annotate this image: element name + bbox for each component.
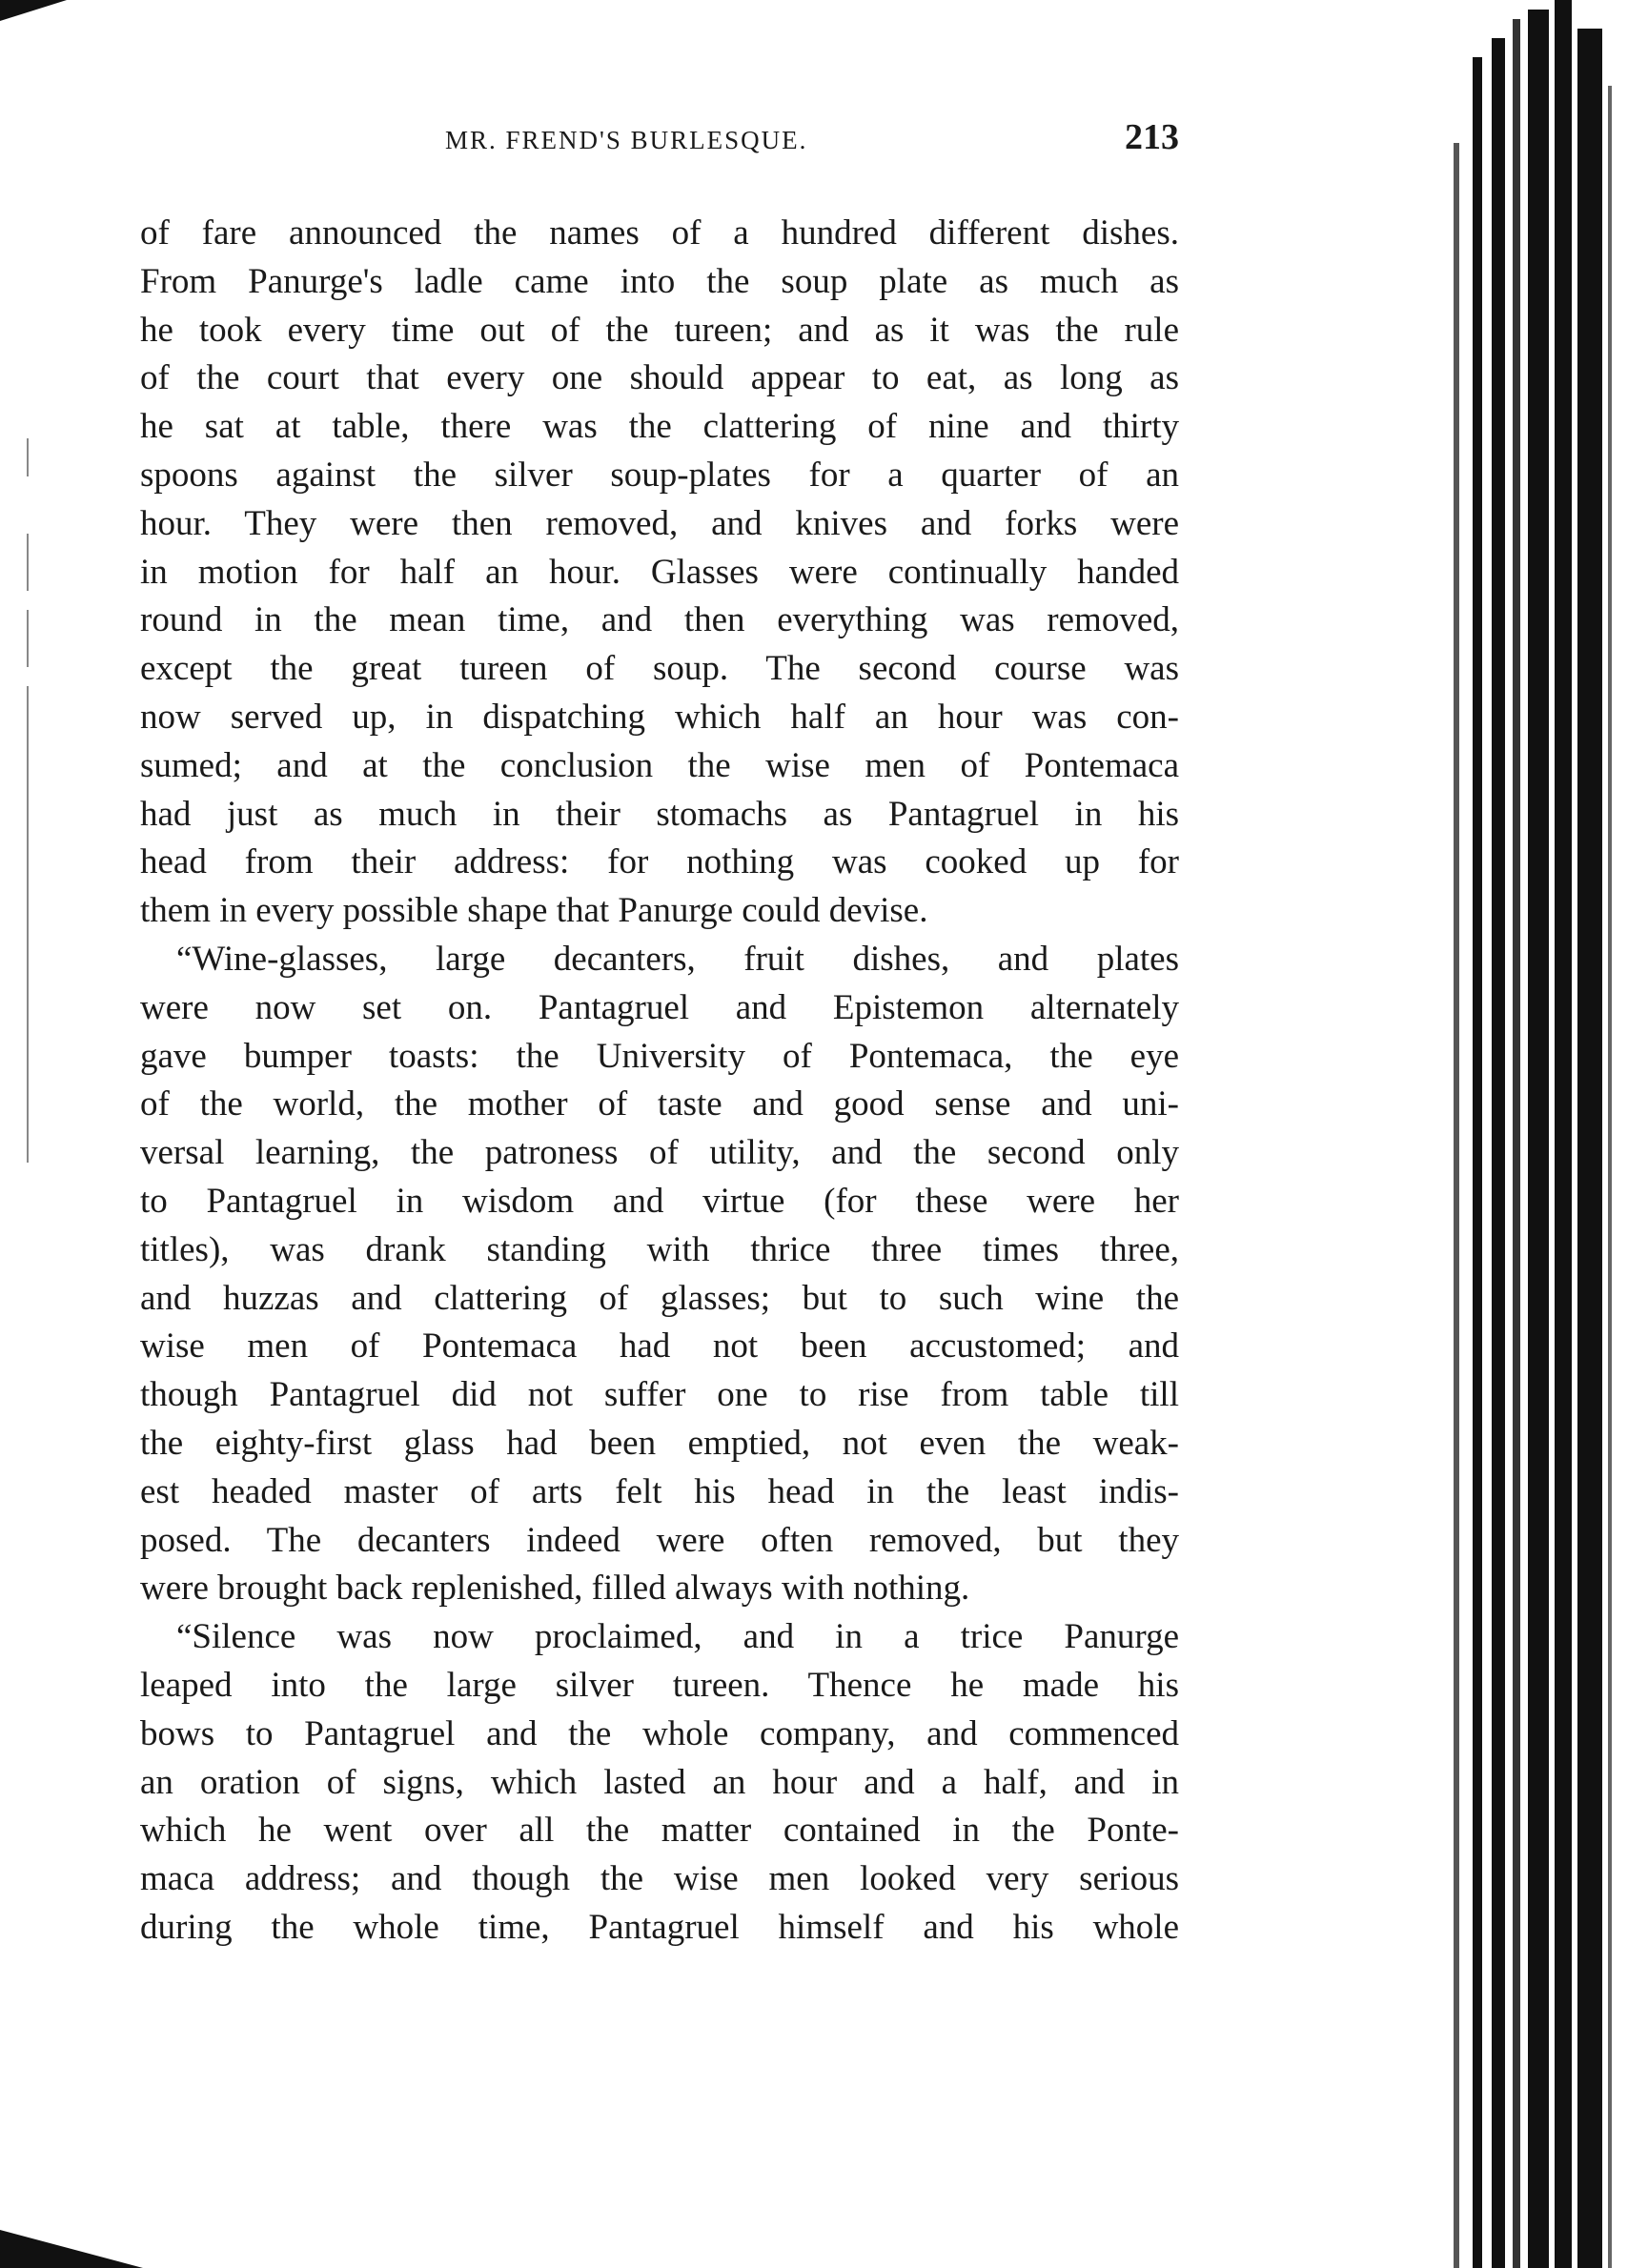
text-line: est headed master of arts felt his head in the least indis-: [140, 1471, 1179, 1511]
scan-corner-mark: [0, 2230, 143, 2268]
text-line: spoons against the silver soup-plates for a quarter of an: [140, 455, 1179, 495]
margin-mark: [27, 610, 29, 667]
page-number: 213: [1125, 117, 1179, 157]
margin-mark: [27, 534, 29, 591]
book-edge-shadow: [1444, 0, 1648, 2268]
text-line: hour. They were then removed, and knives and forks were: [140, 503, 1179, 543]
text-line: of the court that every one should appear to eat, as long as: [140, 358, 1179, 398]
text-line: them in every possible shape that Panurge could devise.: [140, 891, 928, 931]
text-line: were now set on. Pantagruel and Epistemon alternately: [140, 987, 1179, 1027]
text-line: he took every time out of the tureen; and as it was the rule: [140, 310, 1179, 350]
text-line: From Panurge's ladle came into the soup plate as much as: [140, 261, 1179, 301]
text-line: of fare announced the names of a hundred different dishes.: [140, 213, 1179, 253]
text-line: during the whole time, Pantagruel himself and his whole: [140, 1907, 1179, 1947]
margin-mark: [27, 686, 29, 1163]
text-line: maca address; and though the wise men looked very serious: [140, 1859, 1179, 1899]
text-line: head from their address: for nothing was cooked up for: [140, 842, 1179, 882]
text-line: round in the mean time, and then everything was removed,: [140, 600, 1179, 640]
text-line: were brought back replenished, filled always with nothing.: [140, 1569, 970, 1609]
text-line: now served up, in dispatching which half an hour was con-: [140, 697, 1179, 737]
running-head: MR. FREND'S BURLESQUE.: [445, 126, 808, 154]
text-line: bows to Pantagruel and the whole company, and commenced: [140, 1713, 1179, 1753]
body-text: [140, 210, 1179, 1953]
text-line: leaped into the large silver tureen. Thence he made his: [140, 1665, 1179, 1705]
margin-mark: [27, 438, 29, 476]
text-line: though Pantagruel did not suffer one to rise from table till: [140, 1375, 1179, 1415]
text-line: he sat at table, there was the clattering of nine and thirty: [140, 407, 1179, 447]
text-line: gave bumper toasts: the University of Pontemaca, the eye: [140, 1036, 1179, 1076]
text-line: in motion for half an hour. Glasses were continually handed: [140, 552, 1179, 592]
text-line: except the great tureen of soup. The second course was: [140, 649, 1179, 689]
scan-corner-mark: [0, 0, 67, 21]
text-line: of the world, the mother of taste and good sense and uni-: [140, 1084, 1179, 1124]
text-line: the eighty-first glass had been emptied, not even the weak-: [140, 1423, 1179, 1463]
text-line: versal learning, the patroness of utility, and the second only: [140, 1133, 1179, 1173]
text-line: posed. The decanters indeed were often removed, but they: [140, 1520, 1179, 1560]
text-line: “Wine-glasses, large decanters, fruit dishes, and plates: [176, 939, 1179, 979]
text-line: sumed; and at the conclusion the wise men of Pontemaca: [140, 745, 1179, 785]
text-line: had just as much in their stomachs as Pantagruel in his: [140, 794, 1179, 834]
text-line: “Silence was now proclaimed, and in a trice Panurge: [176, 1617, 1179, 1657]
text-line: wise men of Pontemaca had not been accustomed; and: [140, 1326, 1179, 1367]
text-line: an oration of signs, which lasted an hour and a half, and in: [140, 1762, 1179, 1802]
text-line: titles), was drank standing with thrice three times three,: [140, 1229, 1179, 1269]
page-header: [140, 116, 1179, 164]
text-line: which he went over all the matter contained in the Ponte-: [140, 1811, 1179, 1851]
text-line: and huzzas and clattering of glasses; but to such wine the: [140, 1278, 1179, 1318]
text-line: to Pantagruel in wisdom and virtue (for these were her: [140, 1181, 1179, 1221]
